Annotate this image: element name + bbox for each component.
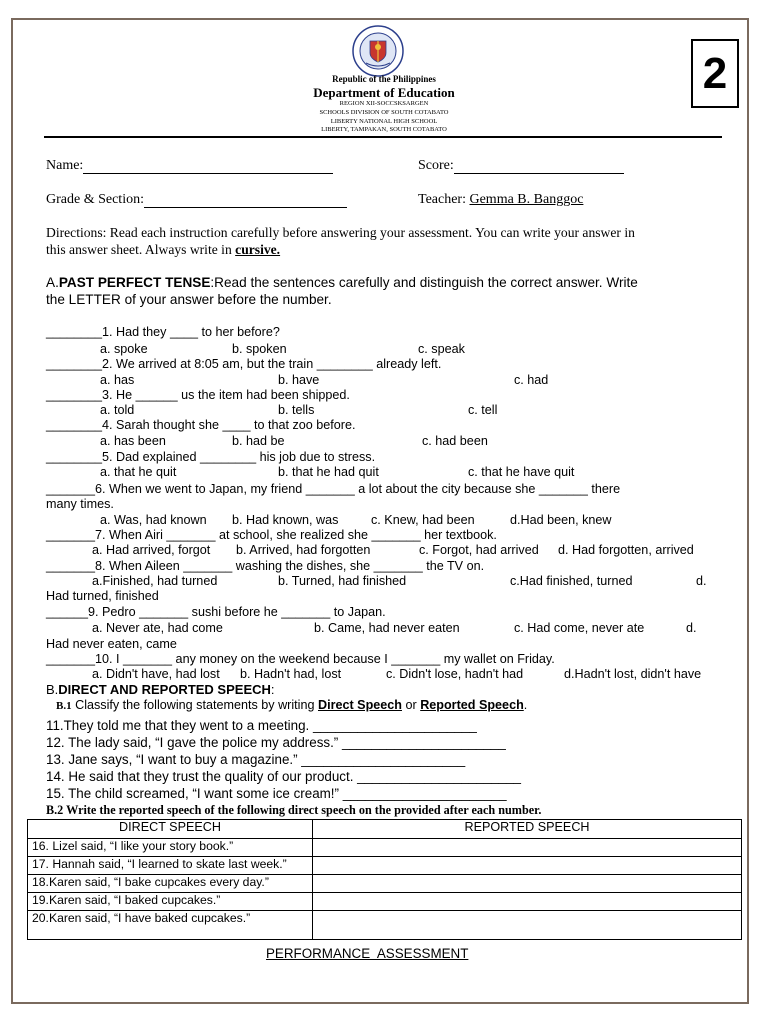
q10-option-b: b. Hadn't had, lost	[240, 667, 342, 681]
reported-speech-cell[interactable]	[313, 839, 742, 857]
q9-option-a: a. Never ate, had come	[92, 621, 223, 635]
reported-speech-term: Reported Speech	[420, 698, 524, 712]
q6-stem: _______6. When we went to Japan, my friend _______ a lot about the city because she _______ there	[46, 482, 621, 496]
q9-option-b: b. Came, had never eaten	[314, 621, 460, 635]
q1-option-c: c. speak	[418, 342, 465, 356]
q7-stem: _______7. When Airi _______ at school, she realized she _______ her textbook.	[46, 528, 497, 542]
header-republic: Republic of the Philippines	[332, 74, 436, 84]
q10-stem: _______10. I _______ any money on the weekend because I _______ my wallet on Friday.	[46, 652, 555, 666]
q8-stem: _______8. When Aileen _______ washing the dishes, she _______ the TV on.	[46, 559, 485, 573]
q2-option-c: c. had	[514, 373, 549, 387]
table-header-row	[28, 820, 742, 839]
header-department: Department of Education	[313, 85, 455, 100]
q9-stem: ______9. Pedro _______ sushi before he _______ to Japan.	[46, 605, 386, 619]
header-region: REGION XII-SOCCSKSARGEN	[339, 100, 429, 107]
part-b1-end: .	[523, 698, 528, 712]
header-divider	[44, 136, 722, 138]
table-row	[28, 875, 742, 893]
grade-section-input-line[interactable]	[144, 193, 347, 208]
q5-option-c: c. that he have quit	[468, 465, 575, 479]
q2-option-a: a. has	[100, 373, 135, 387]
part-b-colon: :	[270, 682, 275, 697]
b1-item-14: 14. He said that they trust the quality of our product. ______________________	[46, 769, 521, 784]
q3-option-b: b. tells	[278, 403, 315, 417]
part-b1-text: Classify the following statements by writing	[71, 698, 318, 712]
reported-speech-cell[interactable]	[313, 857, 742, 875]
reported-speech-cell[interactable]	[313, 875, 742, 893]
teacher-field	[418, 192, 583, 208]
teacher-name: Gemma B. Banggoc	[469, 192, 584, 207]
reported-speech-cell[interactable]	[313, 911, 742, 940]
part-a-instruction: :Read the sentences carefully and distinguish the correct answer. Write	[210, 275, 638, 290]
q4-option-c: c. had been	[422, 434, 488, 448]
b1-item-13: 13. Jane says, “I want to buy a magazine.” ______________________	[46, 752, 466, 767]
header-school: LIBERTY NATIONAL HIGH SCHOOL	[330, 118, 438, 125]
name-input-line[interactable]	[83, 159, 333, 174]
performance-assessment-title: PERFORMANCE ASSESSMENT	[266, 946, 469, 961]
part-b1-or: or	[401, 698, 421, 712]
q6-option-d: d.Had been, knew	[510, 513, 612, 527]
q4-stem: ________4. Sarah thought she ____ to that zoo before.	[46, 418, 356, 432]
q8-option-b: b. Turned, had finished	[278, 574, 407, 588]
score-input-line[interactable]	[454, 159, 624, 174]
reported-speech-cell[interactable]	[313, 893, 742, 911]
q4-option-b: b. had be	[232, 434, 285, 448]
part-b1-instruction	[56, 698, 527, 712]
table-row	[28, 893, 742, 911]
name-label: Name:	[46, 158, 84, 173]
q6-option-a: a. Was, had known	[100, 513, 207, 527]
q8-option-a: a.Finished, had turned	[92, 574, 218, 588]
q5-stem: ________5. Dad explained ________ his job due to stress.	[46, 450, 376, 464]
direct-speech-cell: 19.Karen said, “I baked cupcakes.”	[28, 893, 313, 911]
part-b-heading	[46, 682, 275, 697]
q4-option-a: a. has been	[100, 434, 166, 448]
q10-option-c: c. Didn't lose, hadn't had	[386, 667, 524, 681]
part-a-title: PAST PERFECT TENSE	[58, 275, 211, 290]
q6-stem-continued: many times.	[46, 497, 114, 511]
direct-speech-term: Direct Speech	[317, 698, 402, 712]
table-row	[28, 839, 742, 857]
speech-table	[27, 819, 742, 940]
teacher-label: Teacher:	[418, 192, 466, 207]
b1-item-11: 11.They told me that they went to a meeting. ______________________	[46, 718, 477, 733]
q8-option-d-text: Had turned, finished	[46, 589, 159, 603]
q7-option-d: d. Had forgotten, arrived	[558, 543, 694, 557]
name-field	[46, 158, 333, 174]
q7-option-b: b. Arrived, had forgotten	[236, 543, 371, 557]
q1-stem: ________1. Had they ____ to her before?	[46, 325, 280, 339]
part-b1-number: B.1	[56, 700, 72, 712]
directions-text: this answer sheet. Always write in	[46, 242, 236, 257]
q9-option-d-text: Had never eaten, came	[46, 637, 177, 651]
deped-seal-logo	[352, 25, 404, 77]
q1-option-a: a. spoke	[100, 342, 148, 356]
q3-option-c: c. tell	[468, 403, 498, 417]
part-b-title: DIRECT AND REPORTED SPEECH	[58, 682, 271, 697]
q10-option-d: d.Hadn't lost, didn't have	[564, 667, 702, 681]
direct-speech-cell: 16. Lizel said, “I like your story book.”	[28, 839, 313, 857]
direct-speech-header: DIRECT SPEECH	[28, 820, 313, 839]
q5-option-b: b. that he had quit	[278, 465, 379, 479]
score-label: Score:	[418, 158, 454, 173]
q9-option-d: d.	[686, 621, 697, 635]
table-row	[28, 911, 742, 940]
q3-option-a: a. told	[100, 403, 135, 417]
q6-option-c: c. Knew, had been	[371, 513, 475, 527]
table-row	[28, 857, 742, 875]
direct-speech-cell: 20.Karen said, “I have baked cupcakes.”	[28, 911, 313, 940]
q3-stem: ________3. He ______ us the item had been shipped.	[46, 388, 350, 402]
grade-section-label: Grade & Section:	[46, 192, 144, 207]
part-a-letter: A.	[46, 275, 59, 290]
q5-option-a: a. that he quit	[100, 465, 177, 479]
q8-option-c: c.Had finished, turned	[510, 574, 633, 588]
part-a-heading	[46, 275, 638, 290]
score-field	[418, 158, 624, 174]
b1-item-12: 12. The lady said, “I gave the police my address.” ______________________	[46, 735, 506, 750]
direct-speech-cell: 18.Karen said, “I bake cupcakes every day.”	[28, 875, 313, 893]
q2-stem: ________2. We arrived at 8:05 am, but the train ________ already left.	[46, 357, 442, 371]
part-b-letter: B.	[46, 682, 59, 697]
part-a-instruction-2: the LETTER of your answer before the number.	[46, 292, 332, 307]
form-number-box: 2	[691, 39, 739, 108]
q7-option-a: a. Had arrived, forgot	[92, 543, 211, 557]
q10-option-a: a. Didn't have, had lost	[92, 667, 220, 681]
q8-option-d: d.	[696, 574, 707, 588]
part-b2-instruction: B.2 Write the reported speech of the following direct speech on the provided after each number.	[46, 803, 542, 817]
directions-cursive: cursive.	[235, 242, 281, 257]
header-address: LIBERTY, TAMPAKAN, SOUTH COTABATO	[321, 126, 447, 133]
directions-line-2	[46, 242, 280, 258]
grade-section-field	[46, 192, 347, 208]
q2-option-b: b. have	[278, 373, 320, 387]
q7-option-c: c. Forgot, had arrived	[419, 543, 539, 557]
directions-line-1: Directions: Read each instruction carefully before answering your assessment. You can write your answer in	[46, 225, 635, 240]
header-division: SCHOOLS DIVISION OF SOUTH COTABATO	[319, 109, 449, 116]
q1-option-b: b. spoken	[232, 342, 287, 356]
q9-option-c: c. Had come, never ate	[514, 621, 645, 635]
reported-speech-header: REPORTED SPEECH	[313, 820, 742, 839]
direct-speech-cell: 17. Hannah said, “I learned to skate last week.”	[28, 857, 313, 875]
b1-item-15: 15. The child screamed, “I want some ice cream!” ______________________	[46, 786, 507, 801]
q6-option-b: b. Had known, was	[232, 513, 339, 527]
